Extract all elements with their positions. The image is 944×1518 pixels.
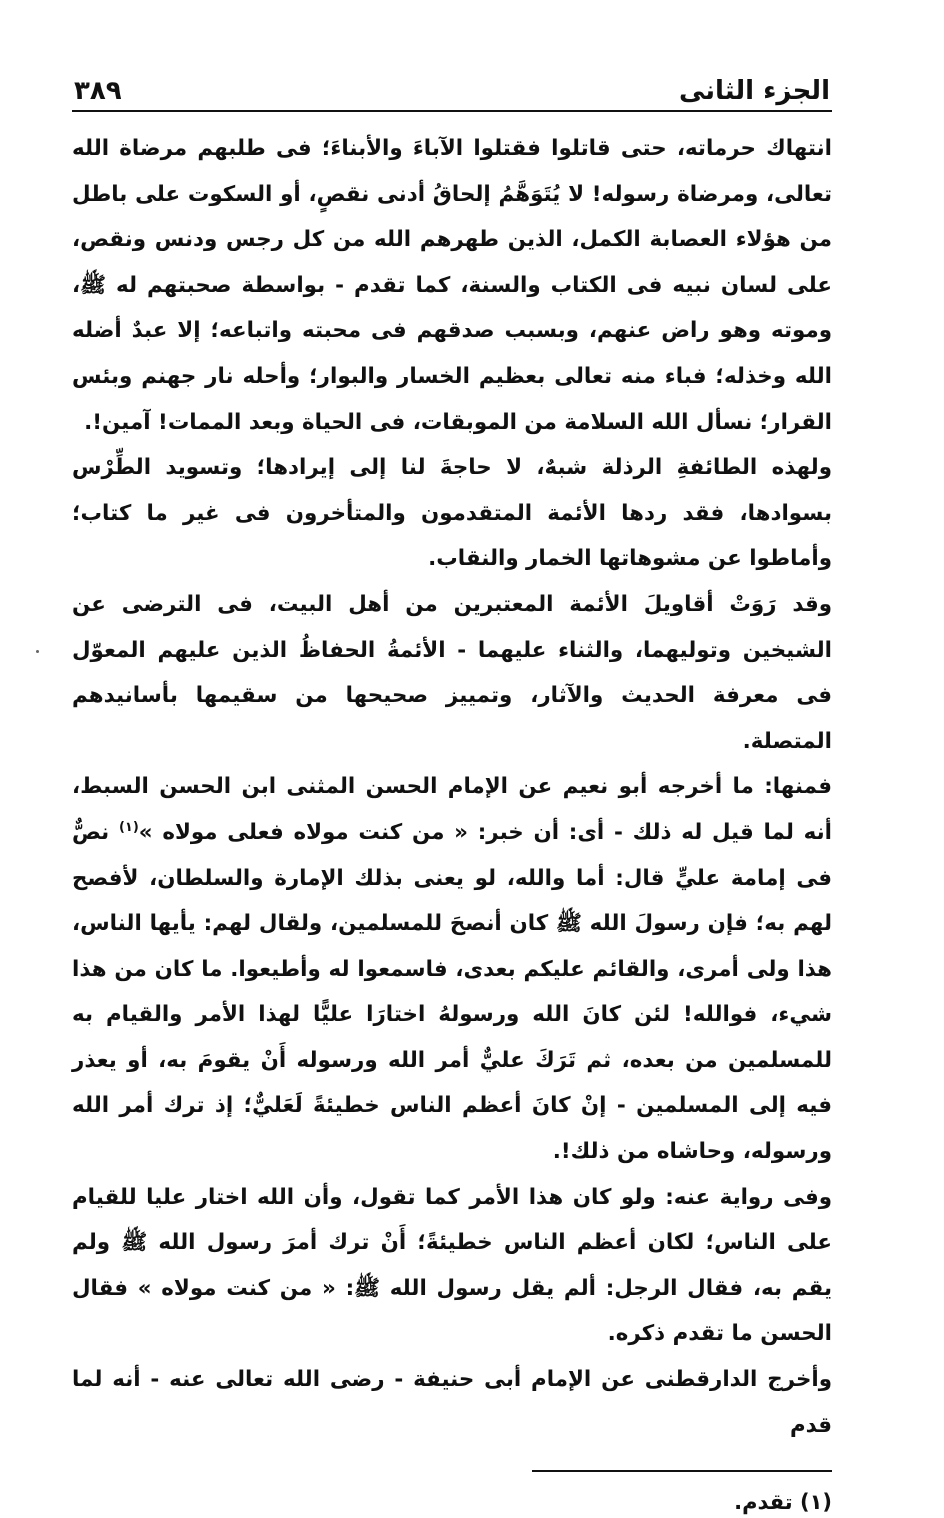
page-header (72, 52, 832, 112)
footnote: (١) تقدم. (734, 1490, 832, 1515)
book-page (72, 52, 832, 1518)
paragraph: انتهاك حرماته، حتى قاتلوا فقتلوا الآباءَ والأبناءَ؛ فى طلبهم مرضاة الله تعالى، ومرضاة رسوله! لا يُتَوَهَّمُ إلحاقُ أدنى نقصٍ، أو السكوت على باطل من هؤلاء العصابة الكمل، الذين طهرهم الله من كل رجس ودنس ونقص، على لسان نبيه فى الكتاب والسنة، كما تقدم - بواسطة صحبتهم له ﷺ، وموته وهو راض عنهم، وبسبب صدقهم فى محبته واتباعه؛ إلا عبدٌ أضله الله وخذله؛ فباء منه تعالى بعظيم الخسار والبوار؛ وأحله نار جهنم وبئس القرار؛ نسأل الله السلامة من الموبقات، فى الحياة وبعد الممات! آمين!. (72, 136, 832, 435)
paragraph: وفى رواية عنه: ولو كان هذا الأمر كما تقول، وأن الله اختار عليا للقيام على الناس؛ لكان أعظم الناس خطيئةً؛ أَنْ ترك أمرَ رسول الله ﷺ ولم يقم به، فقال الرجل: ألم يقل رسول الله ﷺ: « من كنت مولاه » فقال الحسن ما تقدم ذكره. (72, 1184, 832, 1347)
paragraph (72, 445, 832, 582)
paragraph: وقد رَوَتْ أقاويلَ الأئمة المعتبرين من أهل البيت، فى الترضى عن الشيخين وتوليهما، والثناء عليهما - الأئمةُ الحفاظُ الذين عليهم المعوّل فى معرفة الحديث والآثار، وتمييز صحيحها من سقيمها بأسانيدهم المتصلة. (72, 591, 832, 754)
paragraph-text: نصٌّ فى إمامة عليٍّ قال: أما والله، لو يعنى بذلك الإمارة والسلطان، لأفصح لهم به؛ فإن رسولَ الله ﷺ كان أنصحَ للمسلمين، ولقال لهم: يأيها الناس، هذا ولى أمرى، والقائم عليكم بعدى، فاسمعوا له وأطيعوا. ما كان من هذا شيء، فوالله! لئن كانَ الله ورسولهُ اختارَا عليًّا لهذا الأمر والقيام به للمسلمين من بعده، ثم تَرَكَ عليٌّ أمر الله ورسوله أَنْ يقومَ به، أو يعذر فيه إلى المسلمين - إنْ كانَ أعظم الناس خطيئةً لَعَليٌّ؛ إذ ترك أمر الله ورسوله، وحاشاه من ذلك!. (72, 819, 832, 1165)
paragraph (72, 764, 832, 1174)
footnote-marker[interactable]: (١) (118, 819, 139, 835)
scan-speck (36, 650, 39, 653)
page-number: ٣٨٩ (74, 76, 122, 106)
paragraph-text: فمنها: ما أخرجه أبو نعيم عن الإمام الحسن المثنى ابن الحسن السبط، أنه لما قيل له ذلك - أى: أن خبر: « من كنت مولاه فعلى مولاه » (72, 774, 832, 845)
paragraph-text: ولهذه الطائفةِ الرذلة شبهٌ، لا حاجةَ لنا إلى إيرادها؛ وتسويد الطِّرْس بسوادها، فقد ردها الأئمة المتقدمون والمتأخرون فى غير ما كتاب؛ وأماطوا عن مشوهاتها الخمار والنقاب. (72, 455, 832, 572)
running-head: الجزء الثانى (678, 76, 830, 106)
paragraph: وأخرج الدارقطنى عن الإمام أبى حنيفة - رضى الله تعالى عنه - أنه لما قدم (72, 1367, 832, 1438)
body-text (72, 126, 832, 1448)
footnote-separator (532, 1470, 832, 1472)
